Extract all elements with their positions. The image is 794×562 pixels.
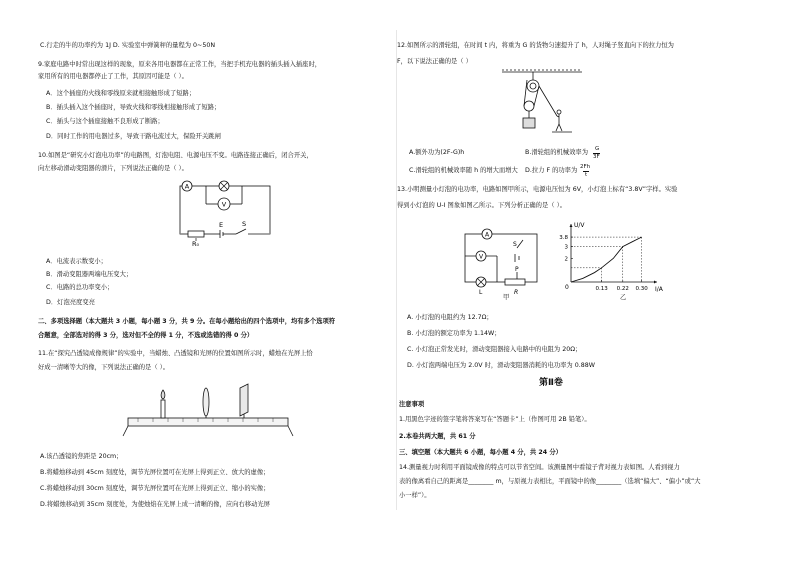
q12-option-b: B.滑轮组的机械效率为 (525, 149, 588, 156)
section2-heading-1: 二、多项选择题（本大题共 3 小题，每小题 3 分，共 9 分。在每小题给出的四个选项中，均有多个选项符 (38, 318, 336, 325)
section2-heading-2: 合题意，全部选对的得 3 分，选对但不全的得 1 分，不选或选错的得 0 分） (38, 332, 254, 339)
q10-circuit-diagram (170, 178, 280, 248)
battery-label: E (219, 221, 224, 229)
q10-stem-2: 向左移动滑动变阻器的滑片，下列说法正确的是（ ）。 (38, 165, 188, 172)
q13-ui-chart (547, 222, 667, 294)
slider-label: P (515, 266, 519, 273)
x-axis-arrow (654, 281, 657, 284)
q8-options-cd: C.行走的牛的功率约为 1J D. 实验室中弹簧秤的量程为 0~50N (40, 42, 216, 49)
q11-optical-bench (118, 378, 298, 440)
figure-caption-right: 乙 (620, 294, 627, 301)
rheostat-label: R₀ (192, 240, 200, 248)
q12-option-d-denominator: t (585, 172, 588, 178)
q10-stem-1: 10.如图是“研究小灯泡电功率”的电路图，灯泡电阻、电源电压不变。电路连接正确后，闭合开关， (38, 152, 313, 159)
q13-stem-2: 得到小灯泡的 U-I 图象如图乙所示。下列分析正确的是（ ）。 (397, 202, 567, 209)
q13-option-d: D. 小灯泡两端电压为 2.0V 时，滑动变阻器消耗的电功率为 0.88W (407, 362, 595, 369)
y-tick-label: 3 (564, 244, 568, 251)
q12-option-d: D.拉力 F 的功率为 (525, 167, 578, 174)
q11-option-d: D.将蜡烛移动到 35cm 刻度处，为使烛焰在光屏上成一清晰的像，应向右移动光屏 (40, 501, 270, 508)
origin-label: 0 (565, 284, 569, 291)
volume-2-title: 第Ⅱ卷 (539, 378, 563, 388)
q9-option-d: D．同时工作的用电器过多，导致干路电流过大，保险开关跳闸 (46, 133, 221, 140)
q13-option-c: C. 小灯泡正常发光时，滑动变阻器接入电路中的电阻为 20Ω； (407, 346, 582, 353)
notice-item-1: 1.用黑色字迹的签字笔将答案写在“答题卡”上（作图可用 2B 铅笔）。 (399, 416, 591, 423)
q11-stem-1: 11.在“探究凸透镜成像规律”的实验中，当蜡烛、凸透镜和光屏的位置如图所示时，蜡烛在光屏上恰 (38, 350, 313, 357)
q13-circuit-diagram (457, 222, 547, 302)
y-tick-label: 2 (564, 256, 568, 263)
q14-stem-3: 小一样”）。 (399, 492, 431, 499)
q10-option-c: C．电路的总功率变小； (46, 284, 114, 291)
q13-option-b: B. 小灯泡的额定功率为 1.14W； (407, 330, 501, 337)
column-separator (396, 30, 397, 510)
q13-stem-1: 13.小明测量小灯泡的电功率，电路如图甲所示，电源电压恒为 6V，小灯泡上标有“3.8V”字样。实验 (397, 186, 678, 193)
q10-option-b: B．滑动变阻器两端电压变大； (46, 271, 133, 278)
q9-option-c: C．插头与这个插座接触不良形成了断路； (46, 118, 164, 125)
notice-heading: 注意事项 (399, 401, 425, 408)
y-axis-label: U/V (574, 222, 585, 229)
voltmeter-label: V (221, 200, 227, 209)
q13-option-a: A. 小灯泡的电阻约为 12.7Ω； (407, 314, 493, 321)
q11-option-a: A.该凸透镜的焦距是 20cm； (40, 453, 123, 460)
q11-stem-2: 好成一清晰等大的像，下列说法正确的是（ ）。 (38, 364, 170, 371)
q11-option-b: B.将蜡烛移动到 45cm 刻度处，调节光屏位置可在光屏上得到正立、放大的虚像； (40, 469, 270, 476)
rheostat-label: R (514, 289, 519, 296)
y-axis-arrow (570, 224, 573, 227)
lamp-label: L (479, 289, 483, 296)
q12-option-b-numerator: G (595, 146, 600, 152)
switch-label: S (242, 220, 247, 228)
q12-stem-1: 12.如图所示的滑轮组，在时间 t 内，将重为 G 的货物匀速提升了 h，人对绳子竖直向下的拉力恒为 (397, 42, 674, 49)
figure-caption-left: 甲 (503, 294, 510, 301)
notice-item-2: 2.本卷共两大题，共 61 分 (399, 433, 476, 440)
switch-label: S (513, 241, 517, 248)
q10-option-a: A．电流表示数变小； (46, 258, 107, 265)
q14-stem-1: 14.测量视力时利用平面镜成像的特点可以节省空间。该测量图中看镜子背对视力表如图。人看到视力 (399, 464, 680, 471)
x-tick-label: 0.22 (616, 286, 629, 292)
ammeter-label: A (184, 182, 190, 191)
x-tick-label: 0.30 (635, 286, 648, 292)
q12-option-c: C.滑轮组的机械效率随 h 的增大而增大 (409, 167, 518, 174)
q12-pulley-diagram (497, 68, 587, 138)
y-tick-label: 3.8 (559, 235, 568, 242)
x-axis-label: I/A (655, 286, 663, 293)
x-tick-label: 0.13 (595, 286, 608, 292)
q14-stem-2: 表的像离看自己的距离是________ m，与原视力表相比，平面镜中的像________（选填“偏大”、“偏小”或“大 (399, 478, 701, 485)
q12-stem-2: F，以下说法正确的是（ ） (397, 58, 472, 65)
q11-option-c: C.将蜡烛移动到 30cm 刻度处，调节光屏位置可在光屏上得到正立、缩小的实像； (40, 485, 270, 492)
q9-option-b: B．插头插入这个插座时，导致火线和零线相接触形成了短路； (46, 104, 221, 111)
q12-option-a: A.额外功为(2F-G)h (409, 149, 465, 156)
q12-option-d-numerator: 2Fh (580, 164, 591, 170)
q9-stem-2: 家用所有的用电器都停止了工作，其原因可能是（ ）。 (38, 73, 188, 80)
ammeter-label: A (484, 231, 490, 239)
section3-heading: 三、填空题（本大题共 6 小题，每小题 4 分，共 24 分） (399, 449, 562, 456)
q12-option-b-denominator: 3F (593, 154, 600, 160)
q10-option-d: D．灯泡亮度变亮 (46, 299, 95, 306)
ui-curve (571, 237, 642, 282)
q9-stem-1: 9.家庭电路中时常出现这样的现象，原来各用电器都在正常工作，当把手机充电器的插头插入插座时， (38, 61, 322, 68)
voltmeter-label: V (478, 253, 484, 261)
q9-option-a: A．这个插座的火线和零线原来就相接触形成了短路； (46, 90, 196, 97)
